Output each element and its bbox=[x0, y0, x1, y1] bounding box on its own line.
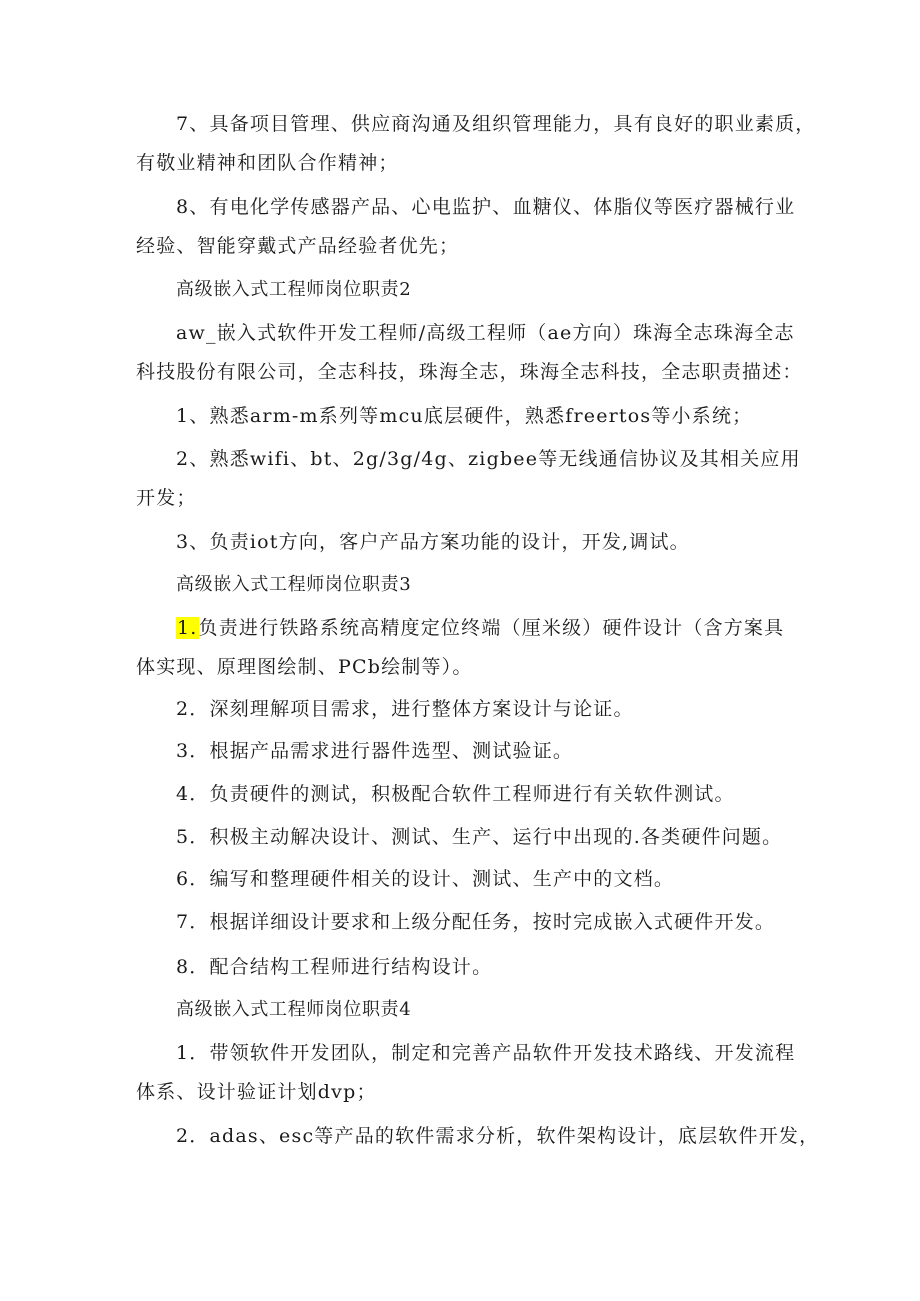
section-heading: 高级嵌入式工程师岗位职责2 bbox=[176, 279, 412, 300]
paragraph-text: 负责进行铁路系统高精度定位终端（厘米级）硬件设计（含方案具 bbox=[198, 617, 785, 639]
paragraph-line bbox=[176, 616, 784, 640]
paragraph-line: 6．编写和整理硬件相关的设计、测试、生产中的文档。 bbox=[176, 868, 675, 890]
paragraph-line: 8、有电化学传感器产品、心电监护、血糖仪、体脂仪等医疗器械行业 bbox=[176, 196, 796, 218]
paragraph-line: 7、具备项目管理、供应商沟通及组织管理能力，具有良好的职业素质， bbox=[176, 113, 816, 135]
paragraph-line: 1、熟悉arm-m系列等mcu底层硬件，熟悉freertos等小系统； bbox=[176, 405, 753, 427]
paragraph-line: aw_嵌入式软件开发工程师/高级工程师（ae方向）珠海全志珠海全志 bbox=[176, 322, 795, 344]
paragraph-line: 2．adas、esc等产品的软件需求分析，软件架构设计，底层软件开发， bbox=[176, 1125, 820, 1147]
paragraph-line: 体实现、原理图绘制、PCb绘制等）。 bbox=[136, 656, 473, 678]
paragraph-line: 体系、设计验证计划dvp； bbox=[136, 1081, 377, 1103]
paragraph-line: 科技股份有限公司，全志科技，珠海全志，珠海全志科技，全志职责描述： bbox=[136, 361, 803, 383]
paragraph-line: 3、负责iot方向，客户产品方案功能的设计，开发,调试。 bbox=[176, 531, 690, 553]
paragraph-line: 开发； bbox=[136, 487, 197, 509]
paragraph-line: 有敬业精神和团队合作精神； bbox=[136, 152, 399, 174]
paragraph-line: 3．根据产品需求进行器件选型、测试验证。 bbox=[176, 740, 574, 762]
section-heading: 高级嵌入式工程师岗位职责3 bbox=[176, 574, 412, 595]
paragraph-line: 8．配合结构工程师进行结构设计。 bbox=[176, 956, 493, 978]
paragraph-line: 4．负责硬件的测试，积极配合软件工程师进行有关软件测试。 bbox=[176, 783, 735, 805]
paragraph-line: 2．深刻理解项目需求，进行整体方案设计与论证。 bbox=[176, 698, 634, 720]
paragraph-line: 经验、智能穿戴式产品经验者优先； bbox=[136, 235, 460, 257]
section-heading: 高级嵌入式工程师岗位职责4 bbox=[176, 999, 412, 1020]
paragraph-line: 1．带领软件开发团队，制定和完善产品软件开发技术路线、开发流程 bbox=[176, 1042, 796, 1064]
paragraph-line: 7．根据详细设计要求和上级分配任务，按时完成嵌入式硬件开发。 bbox=[176, 911, 776, 933]
paragraph-line: 2、熟悉wifi、bt、2g/3g/4g、zigbee等无线通信协议及其相关应用 bbox=[176, 448, 801, 470]
paragraph-line: 5．积极主动解决设计、测试、生产、运行中出现的.各类硬件问题。 bbox=[176, 826, 783, 848]
highlighted-list-marker: 1. bbox=[177, 617, 198, 639]
